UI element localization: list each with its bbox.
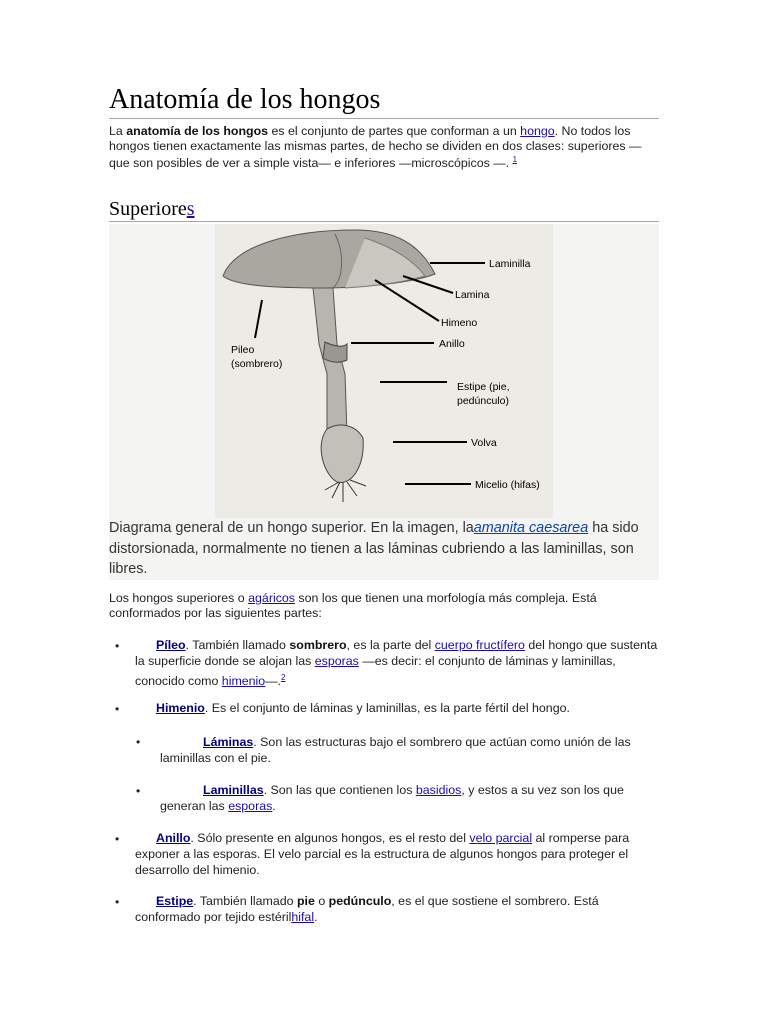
link-laminillas[interactable]: Laminillas: [203, 783, 264, 797]
bullet-marker: •: [115, 895, 120, 909]
figure-caption: [109, 518, 659, 580]
list-item-anillo: [135, 831, 659, 878]
label-laminilla: Laminilla: [489, 258, 531, 270]
list-text: , es la parte del: [346, 638, 435, 652]
label-anillo: Anillo: [439, 338, 465, 350]
reference-2[interactable]: 2: [281, 672, 286, 682]
bold-pie: pie: [296, 894, 315, 908]
caption-text: Diagrama general de un hongo superior. En la imagen, la: [109, 520, 474, 536]
label-himeno: Himeno: [441, 317, 478, 329]
caption-text: ha sido distorsionada, normalmente no tienen a las láminas cubriendo a las laminillas, son libres.: [109, 520, 639, 578]
list-text: —.: [265, 673, 282, 688]
link-estipe[interactable]: Estipe: [156, 894, 194, 908]
list-item-estipe: [135, 894, 659, 926]
label-micelio: Micelio (hifas): [475, 479, 540, 491]
link-basidios[interactable]: basidios: [415, 783, 462, 797]
list-item-himenio: [135, 701, 659, 717]
bold-sombrero: sombrero: [289, 638, 347, 652]
list-item-laminillas: [160, 783, 659, 815]
link-amanita-caesarea[interactable]: amanita caesarea: [473, 520, 589, 536]
link-hongo[interactable]: hongo: [520, 124, 555, 138]
bold-pedunculo: pedúnculo: [328, 894, 392, 908]
paragraph-agaricos: [109, 591, 659, 620]
bullet-marker: •: [115, 639, 120, 653]
list-text: , y estos a su vez son los que generan las: [160, 783, 624, 813]
label-pileo: Pileo: [231, 344, 255, 356]
link-pileo[interactable]: Píleo: [156, 638, 186, 652]
paragraph-text: Los hongos superiores o: [109, 591, 249, 605]
link-velo-parcial[interactable]: velo parcial: [469, 831, 533, 845]
intro-text: La: [109, 124, 127, 138]
label-estipe-pedunculo: pedúnculo): [457, 395, 509, 407]
list-text: . Son las estructuras bajo el sombrero que actúan como unión de las laminillas con el pie.: [160, 735, 631, 765]
link-anillo[interactable]: Anillo: [156, 831, 191, 845]
label-lamina: Lamina: [455, 289, 490, 301]
list-item-pileo: [135, 638, 659, 690]
figure-mushroom-diagram: [109, 224, 659, 580]
label-pileo-sombrero: (sombrero): [231, 358, 283, 370]
bullet-marker: •: [115, 702, 120, 716]
link-himenio-term[interactable]: Himenio: [156, 701, 205, 715]
label-estipe: Estipe (pie,: [457, 381, 510, 393]
list-text: o: [314, 894, 329, 908]
intro-paragraph: [109, 124, 659, 171]
bullet-marker: •: [136, 735, 141, 749]
list-text: . También llamado: [193, 894, 297, 908]
list-text: .: [314, 909, 318, 924]
bullet-marker: •: [115, 832, 120, 846]
section-heading-text: Superiore: [109, 198, 187, 220]
list-text: del hongo que sustenta la superficie donde se alojan las: [135, 638, 658, 668]
list-text: . Sólo presente en algunos hongos, es el resto del: [190, 831, 470, 845]
link-hifal[interactable]: hifal: [291, 909, 315, 924]
bullet-marker: •: [136, 784, 141, 798]
link-himenio[interactable]: himenio: [221, 673, 266, 688]
list-text: .: [272, 798, 276, 813]
intro-bold-term: anatomía de los hongos: [126, 124, 269, 138]
list-text: , es el que sostiene el sombrero. Está conformado por tejido estéril: [135, 894, 599, 924]
section-heading-link[interactable]: s: [186, 198, 195, 220]
link-esporas[interactable]: esporas: [314, 653, 359, 668]
list-text: al romperse para exponer a las esporas. El velo parcial es la estructura de algunos hongos para proteger el desarrollo del himenio.: [135, 831, 630, 877]
label-volva: Volva: [471, 437, 497, 449]
link-agaricos[interactable]: agáricos: [248, 591, 295, 605]
link-cuerpo-fructifero[interactable]: cuerpo fructífero: [434, 638, 525, 652]
list-text: . Son las que contienen los: [263, 783, 416, 797]
list-text: . Es el conjunto de láminas y laminillas, es la parte fértil del hongo.: [204, 701, 570, 715]
mushroom-diagram-image: [215, 224, 553, 518]
link-esporas-2[interactable]: esporas: [228, 798, 273, 813]
intro-text: . No todos los hongos tienen exactamente las mismas partes, de hecho se dividen en dos clases: superiores —que son posibles de ver a simple vista— e inferiores —microscópicos —.: [109, 124, 642, 171]
reference-1[interactable]: 1: [512, 155, 518, 165]
link-laminas[interactable]: Láminas: [203, 735, 254, 749]
list-text: . También llamado: [185, 638, 290, 652]
list-text: —es decir: el conjunto de láminas y laminillas, conocido como: [135, 653, 616, 688]
page-title: Anatomía de los hongos: [109, 84, 659, 119]
paragraph-text: son los que tienen una morfología más compleja. Está conformados por las siguientes partes:: [109, 591, 597, 620]
intro-text: es el conjunto de partes que conforman a un: [268, 124, 521, 138]
section-heading-superiores: [109, 198, 659, 222]
list-item-laminas: [160, 735, 659, 767]
